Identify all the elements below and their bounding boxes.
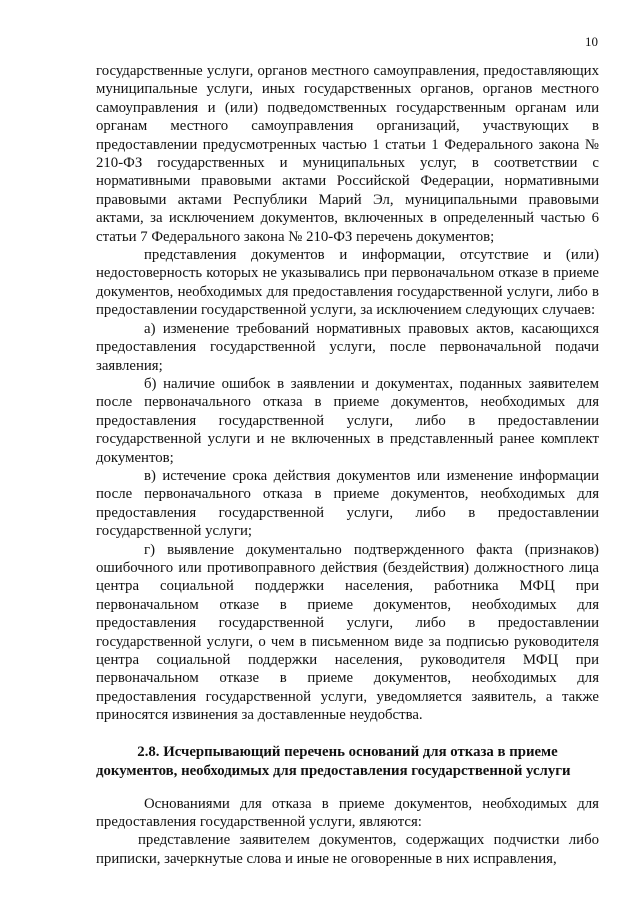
paragraph-documents-info: представления документов и информации, отсутствие и (или) недостоверность которых не указывались при первоначальном отказе в приеме документов, необходимых для предоставления государственной услуги, либо в предоставлении государственной услуги, за исключением следующих случаев: [96,247,599,319]
list-item-b: б) наличие ошибок в заявлении и документах, поданных заявителем после первоначального отказа в приеме документов, необходимых для предоставления государственной услуги, либо в предоставлении государственной услуги и не включенных в представленный ранее комплект документов; [96,375,599,466]
page-number: 10 [585,34,598,49]
list-item-g: г) выявление документально подтвержденного факта (признаков) ошибочного или противоправного действия (бездействия) должностного лица центра социальной поддержки населения, работника МФЦ при первоначальном отказе в приеме документов, необходимых для предоставления государственной услуги, либо в предоставлении государственной услуги, о чем в письменном виде за подписью руководителя центра социальной поддержки населения, руководителя МФЦ при первоначальном отказе в приеме документов, необходимых для предоставления государственной услуги, уведомляется заявитель, а также приносятся извинения за доставленные неудобства. [96,541,599,724]
paragraph-continuation: государственные услуги, органов местного самоуправления, предоставляющих муниципальные услуги, иных государственных органов, органов местного самоуправления и (или) подведомственных государственным органам или органам местного самоуправления организаций, участвующих в предоставлении предусмотренных частью 1 статьи 1 Федерального закона № 210-ФЗ государственных и муниципальных услуг, в соответствии с нормативными правовыми актами Российской Федерации, нормативными правовыми актами Республики Марий Эл, муниципальными правовыми актами, за исключением документов, включенных в определенный частью 6 статьи 7 Федерального закона № 210-ФЗ перечень документов; [96,63,599,245]
section-paragraph-grounds: Основаниями для отказа в приеме документов, необходимых для предоставления государственной услуги, являются: [96,795,599,831]
section-heading: 2.8. Исчерпывающий перечень оснований для отказа в приеме документов, необходимых для предоставления государственной услуги [96,743,571,779]
document-body [96,62,599,868]
section-paragraph-corrections: представление заявителем документов, содержащих подчистки либо приписки, зачеркнутые слова и иные не оговоренные в них исправления, [96,832,599,867]
list-item-v: в) истечение срока действия документов или изменение информации после первоначального отказа в приеме документов, необходимых для предоставления государственной услуги, либо в предоставлении государственной услуги; [96,467,599,540]
list-item-a: а) изменение требований нормативных правовых актов, касающихся предоставления государственной услуги, после первоначальной подачи заявления; [96,320,599,374]
